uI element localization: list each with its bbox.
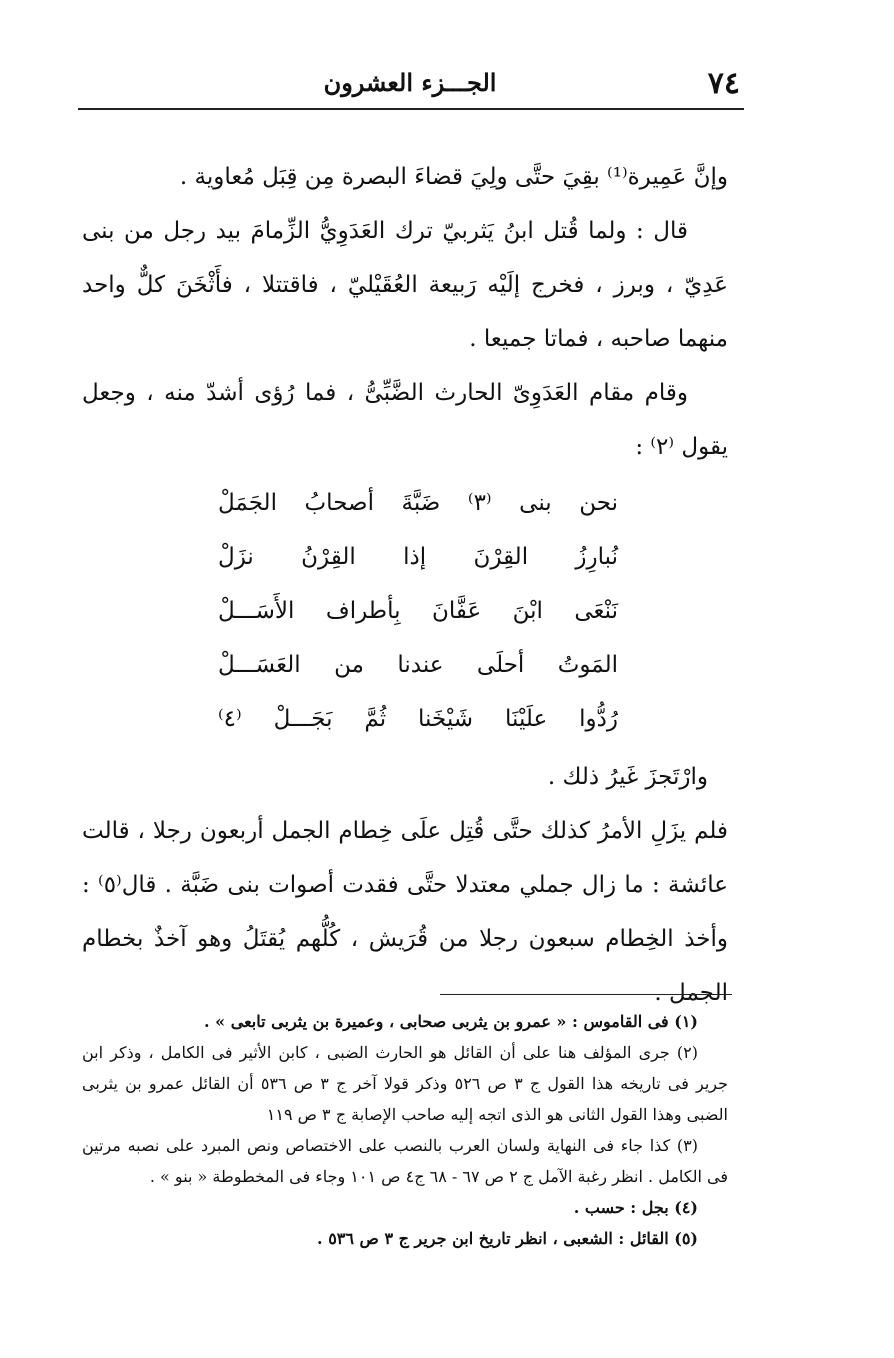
footnote-4: (٤) بجل : حسب . bbox=[573, 1198, 698, 1217]
footnote-5: (٥) القائل : الشعبى ، انظر تاريخ ابن جرير ج ٣ ص ٥٣٦ . bbox=[317, 1229, 698, 1248]
page-header bbox=[80, 62, 740, 106]
running-title: الجـــزء العشرون bbox=[323, 68, 497, 97]
verse-line: نَنْعَى ابْنَ عَفَّانَ بِأطراف الأَسَـــلْ bbox=[218, 598, 618, 624]
verse-line: نحن بنى ⁽٣⁾ ضَبَّةَ أصحابُ الجَمَلْ bbox=[218, 490, 618, 516]
paragraph-1: وإنَّ عَمِيرة⁽¹⁾ بقِيَ حتَّى ولِيَ قضاءَ البصرة مِن قِبَل مُعاوية . bbox=[179, 164, 728, 190]
poem-verse bbox=[82, 476, 728, 746]
footnote-2: (٢) جرى المؤلف هنا على أن القائل هو الحارث الضبى ، كابن الأثير فى الكامل ، وذكر ابن جرير فى تاريخه هذا القول ج ٣ ص ٥٢٦ وذكر قولا آخر ج ٣ ص ٥٣٦ أن القائل عمرو بن يثربى الضبى وهذا القول الثانى هو الذى اتجه إليه صاحب الإصابة ج ٣ ص ١١٩ bbox=[82, 1043, 729, 1124]
main-text bbox=[82, 150, 728, 1020]
footnote-3: (٣) كذا جاء فى النهاية ولسان العرب بالنصب على الاختصاص ونص المبرد على نصبه مرتين فى الكامل . انظر رغبة الآمل ج ٢ ص ٦٧ - ٦٨ ج٤ ص ١٠١ وجاء فى المخطوطة « بنو » . bbox=[82, 1136, 728, 1186]
footnote-1: (١) فى القاموس : « عمرو بن يثربى صحابى ، وعميرة بن يثربى تابعى » . bbox=[204, 1012, 698, 1031]
header-rule bbox=[78, 108, 744, 110]
verse-line: نُبارِزُ القِرْنَ إذا القِرْنُ نزَلْ bbox=[218, 544, 618, 570]
paragraph-4: وارْتَجزَ غَيرُ ذلك . bbox=[547, 764, 708, 790]
footnote-rule bbox=[440, 994, 732, 995]
verse-line: رُدُّوا علَيْنَا شَيْخَنا ثُمَّ بَجَـــلْ ⁽٤⁾ bbox=[218, 706, 618, 732]
verse-line: المَوتُ أحلَى عندنا من العَسَـــلْ bbox=[218, 652, 618, 678]
page-number: ٧٤ bbox=[707, 66, 740, 101]
footnotes bbox=[82, 1006, 728, 1254]
paragraph-3: وقام مقام العَدَوِىّ الحارث الضَّبِّىُّ ، فما رُؤى أشدّ منه ، وجعل يقول ⁽٢⁾ : bbox=[82, 380, 728, 460]
paragraph-2: قال : ولما قُتل ابنُ يَثربيّ ترك العَدَوِيُّ الزِّمامَ بيد رجل من بنى عَدِيّ ، وبرز ، فخرج إلَيْه رَبيعة العُقَيْليّ ، فاقتتلا ، فأَثْخَنَ كلٌّ واحد منهما صاحبه ، فماتا جميعا . bbox=[82, 218, 728, 352]
paragraph-5: فلم يزَلِ الأمرُ كذلك حتَّى قُتِل علَى خِطام الجمل أربعون رجلا ، قالت عائشة : ما زال جملي معتدلا حتَّى فقدت أصوات بنى ضَبَّة . قال⁽٥⁾ : وأخذ الخِطام سبعون رجلا من قُرَيش ، كُلُّهم يُقتَلُ وهو آخذٌ بخطام الجمل . bbox=[82, 818, 729, 1006]
